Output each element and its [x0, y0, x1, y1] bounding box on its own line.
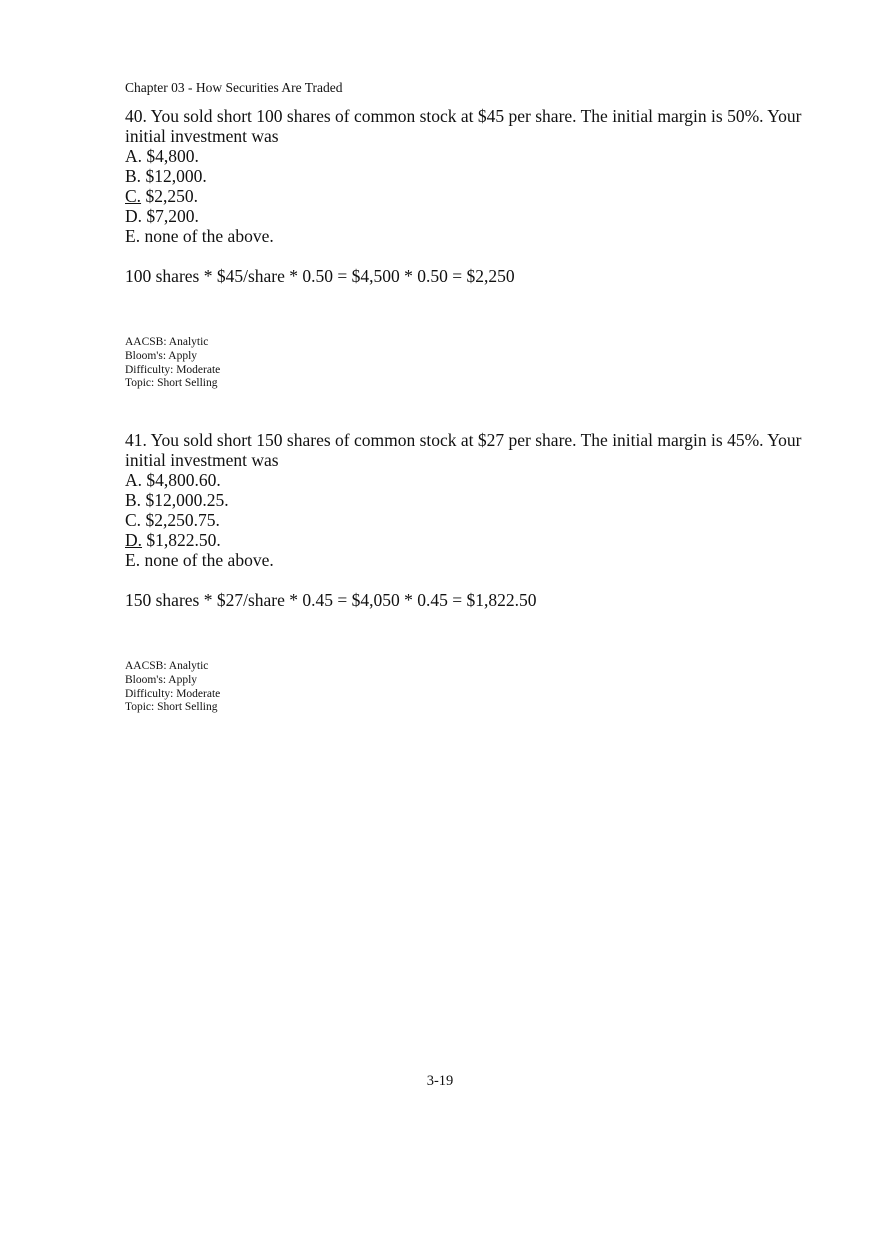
difficulty-tag: Difficulty: Moderate — [125, 363, 221, 376]
solution-text: 150 shares * $27/share * 0.45 = $4,050 * 0.45 = $1,822.50 — [125, 590, 537, 610]
option-text: $4,800. — [142, 146, 199, 166]
option-letter-correct: C. — [125, 186, 142, 206]
blooms-tag: Bloom's: Apply — [125, 673, 198, 686]
topic-tag: Topic: Short Selling — [125, 701, 218, 714]
option-letter: D. — [125, 206, 143, 226]
question-metadata — [125, 660, 825, 715]
blooms-tag: Bloom's: Apply — [125, 349, 198, 362]
solution-text: 100 shares * $45/share * 0.50 = $4,500 * 0.50 = $2,250 — [125, 266, 515, 286]
option-letter: C. — [125, 510, 142, 530]
option-text: $12,000.25. — [141, 490, 229, 510]
answer-options — [125, 470, 825, 570]
aacsb-tag: AACSB: Analytic — [125, 336, 209, 348]
question-41 — [125, 430, 825, 715]
difficulty-tag: Difficulty: Moderate — [125, 687, 221, 700]
page-number: 3-19 — [426, 1073, 454, 1089]
option-text: $1,822.50. — [142, 530, 221, 550]
option-letter: E. — [125, 226, 141, 246]
option-letter: B. — [125, 490, 142, 510]
question-40 — [125, 106, 825, 391]
question-stem: 40. You sold short 100 shares of common stock at $45 per share. The initial margin is 50%. Your initial investment was — [125, 106, 802, 146]
option-letter: A. — [125, 470, 143, 490]
option-letter: E. — [125, 550, 141, 570]
option-a — [125, 470, 825, 490]
option-text: $2,250. — [141, 186, 198, 206]
option-letter-correct: D. — [125, 530, 143, 550]
aacsb-tag: AACSB: Analytic — [125, 660, 209, 672]
option-text: $12,000. — [141, 166, 207, 186]
option-text: none of the above. — [140, 226, 274, 246]
option-e — [125, 550, 825, 570]
option-b — [125, 490, 825, 510]
option-c — [125, 186, 825, 206]
option-a — [125, 146, 825, 166]
option-text: $4,800.60. — [142, 470, 221, 490]
option-text: $2,250.75. — [141, 510, 220, 530]
option-c — [125, 510, 825, 530]
topic-tag: Topic: Short Selling — [125, 377, 218, 390]
question-stem: 41. You sold short 150 shares of common stock at $27 per share. The initial margin is 45%. Your initial investment was — [125, 430, 802, 470]
option-letter: A. — [125, 146, 143, 166]
option-d — [125, 530, 825, 550]
option-d — [125, 206, 825, 226]
question-metadata — [125, 336, 825, 391]
answer-options — [125, 146, 825, 246]
option-text: none of the above. — [140, 550, 274, 570]
chapter-header: Chapter 03 - How Securities Are Traded — [125, 80, 343, 95]
option-letter: B. — [125, 166, 142, 186]
option-b — [125, 166, 825, 186]
option-e — [125, 226, 825, 246]
option-text: $7,200. — [142, 206, 199, 226]
